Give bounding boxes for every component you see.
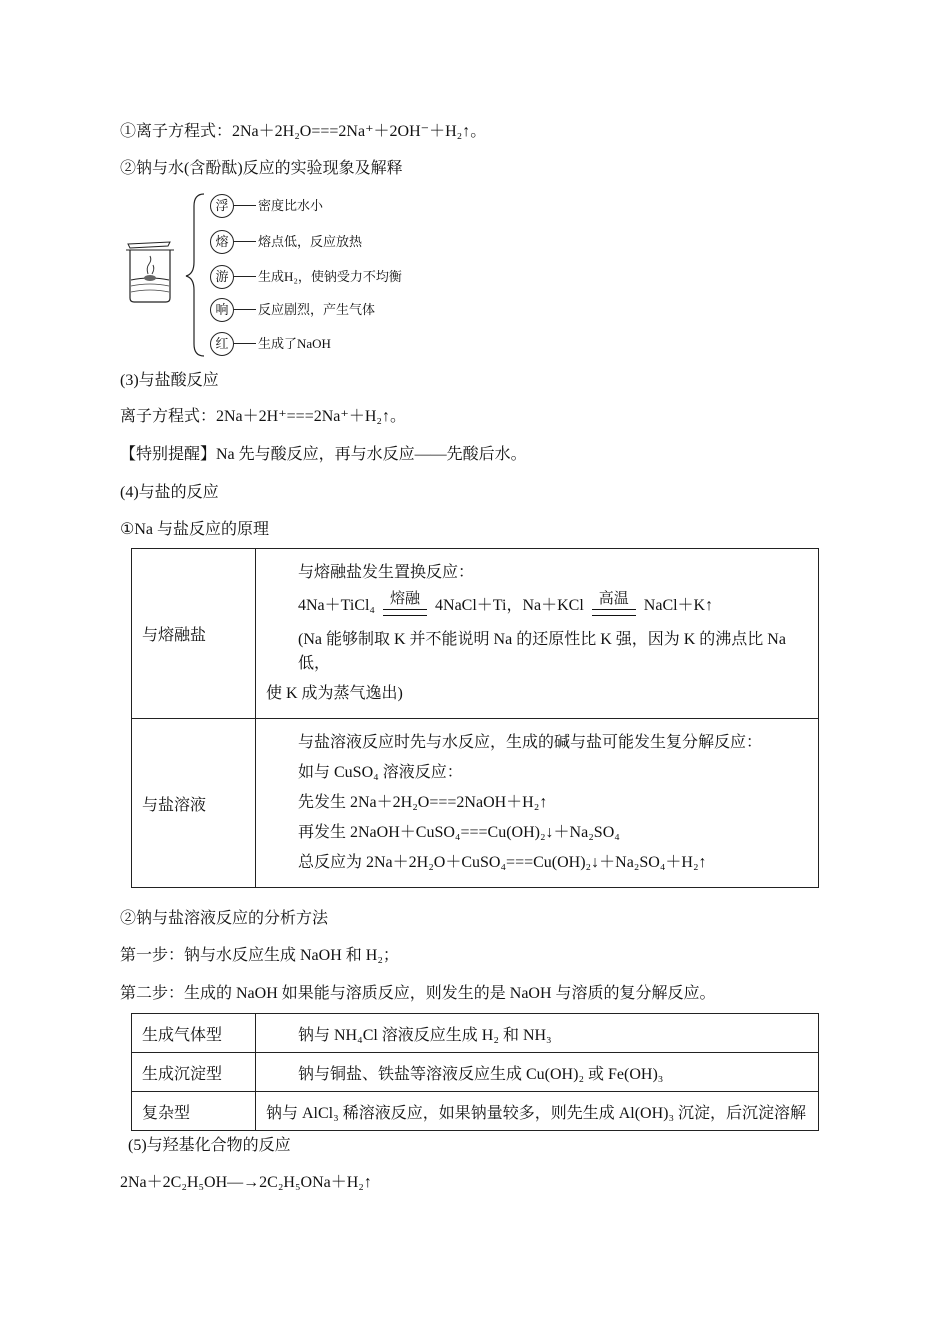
table-row — [132, 1053, 819, 1092]
desc-float: 密度比水小 — [258, 198, 324, 213]
solution-line-5: 总反应为 2Na＋2H₂O＋CuSO₄===Cu(OH)₂↓＋Na₂SO₄＋H₂↑ — [298, 854, 707, 871]
section-4-title: (4)与盐的反应 — [120, 484, 219, 501]
node-melt: 熔 — [210, 230, 234, 254]
type-content: 钠与铜盐、铁盐等溶液反应生成 Cu(OH)₂ 或 Fe(OH)₃ — [256, 1053, 819, 1092]
molten-note-1: (Na 能够制取 K 并不能说明 Na 的还原性比 K 强，因为 K 的沸点比 Na 低， — [298, 631, 786, 672]
salt-solution-content — [256, 719, 819, 888]
type-content: 钠与 AlCl₃ 稀溶液反应，如果钠量较多，则先生成 Al(OH)₃ 沉淀，后沉淀溶解 — [256, 1092, 819, 1131]
solution-line-4: 再发生 2NaOH＋CuSO₄===Cu(OH)₂↓＋Na₂SO₄ — [298, 824, 620, 841]
molten-equations: 4Na＋TiCl₄ 熔融 4NaCl＋Ti，Na＋KCl 高温 NaCl＋K↑ — [266, 591, 808, 622]
connector-line — [234, 241, 256, 242]
type-label: 复杂型 — [132, 1092, 256, 1131]
connector-line — [234, 309, 256, 310]
type-label: 生成气体型 — [132, 1014, 256, 1053]
phenomena-title: ②钠与水(含酚酞)反应的实验现象及解释 — [120, 160, 403, 177]
solution-line-1: 与盐溶液反应时先与水反应，生成的碱与盐可能发生复分解反应： — [298, 734, 763, 751]
connector-line — [234, 343, 256, 344]
ethanol-equation: 2Na＋2C₂H₅OH―→2C₂H₅ONa＋H₂↑ — [120, 1174, 372, 1191]
solution-line-3: 先发生 2Na＋2H₂O===2NaOH＋H₂↑ — [298, 794, 548, 811]
step-2: 第二步：生成的 NaOH 如果能与溶质反应，则发生的是 NaOH 与溶质的复分解反应。 — [120, 985, 716, 1002]
special-reminder: 【特别提醒】Na 先与酸反应，再与水反应——先酸后水。 — [120, 446, 527, 463]
section-3-title: (3)与盐酸反应 — [120, 372, 219, 389]
table-row — [132, 719, 819, 888]
condition-mark: 熔融 — [383, 591, 427, 622]
table-row — [132, 1014, 819, 1053]
ionic-equation-water: ①离子方程式：2Na＋2H₂O===2Na⁺＋2OH⁻＋H₂↑。 — [120, 123, 487, 140]
molten-intro: 与熔融盐发生置换反应： — [298, 564, 475, 581]
step-1: 第一步：钠与水反应生成 NaOH 和 H₂； — [120, 947, 399, 964]
desc-melt: 熔点低，反应放热 — [258, 234, 363, 249]
table-row — [132, 1092, 819, 1131]
connector-line — [234, 205, 256, 206]
desc-sound: 反应剧烈，产生气体 — [258, 302, 376, 317]
row-label-molten: 与熔融盐 — [132, 549, 256, 719]
node-float: 浮 — [210, 194, 234, 218]
node-red: 红 — [210, 332, 234, 356]
brace-symbol — [182, 190, 208, 360]
beaker-illustration — [122, 240, 178, 304]
reaction-type-table — [131, 1013, 819, 1131]
connector-line — [234, 276, 256, 277]
method-title: ②钠与盐溶液反应的分析方法 — [120, 910, 329, 927]
salt-reaction-table — [131, 548, 819, 888]
type-label: 生成沉淀型 — [132, 1053, 256, 1092]
table-row — [132, 549, 819, 719]
type-content: 钠与 NH₄Cl 溶液反应生成 H₂ 和 NH₃ — [256, 1014, 819, 1053]
node-swim: 游 — [210, 265, 234, 289]
desc-red: 生成了NaOH — [258, 336, 331, 351]
molten-salt-content — [256, 549, 819, 719]
phenomena-diagram — [118, 190, 418, 360]
ionic-equation-acid: 离子方程式：2Na＋2H⁺===2Na⁺＋H₂↑。 — [120, 408, 406, 425]
principle-title: ①Na 与盐反应的原理 — [120, 521, 270, 538]
section-5-title: (5)与羟基化合物的反应 — [128, 1137, 291, 1154]
node-sound: 响 — [210, 298, 234, 322]
row-label-solution: 与盐溶液 — [132, 719, 256, 888]
solution-line-2: 如与 CuSO₄ 溶液反应： — [298, 764, 463, 781]
desc-swim: 生成H₂，使钠受力不均衡 — [258, 269, 402, 284]
molten-note-2: 使 K 成为蒸气逸出) — [266, 685, 403, 702]
condition-mark: 高温 — [592, 591, 636, 622]
